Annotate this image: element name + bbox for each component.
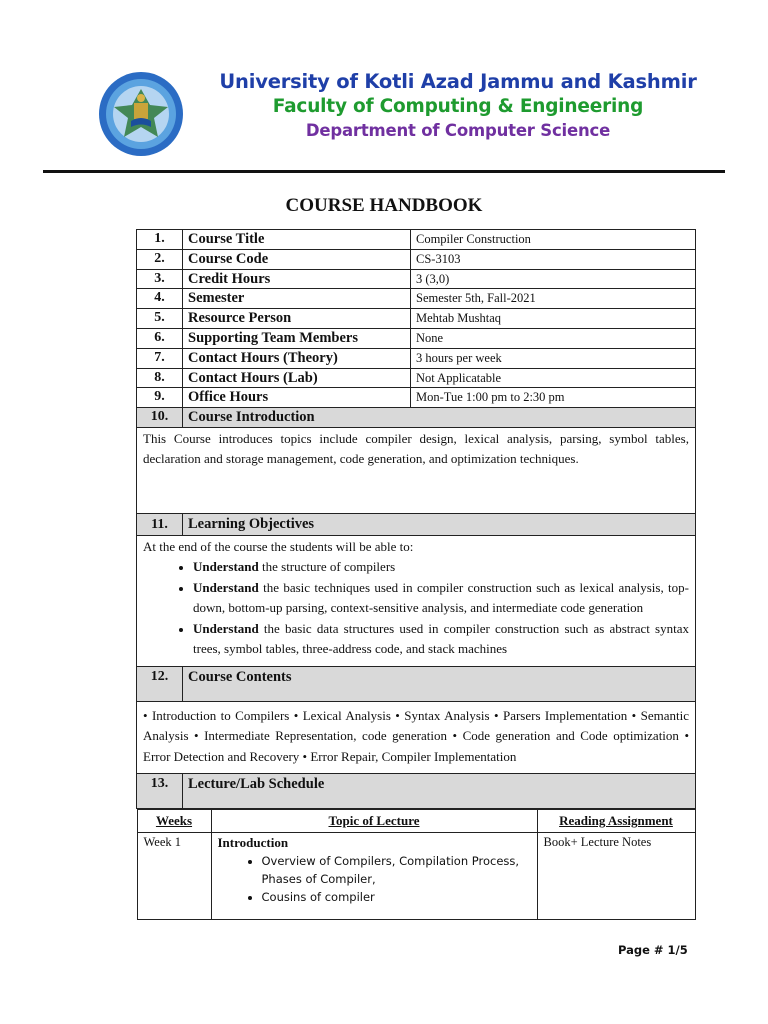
university-seal-logo <box>98 71 184 157</box>
row-number: 3. <box>137 269 183 289</box>
department-name: Department of Computer Science <box>305 121 611 140</box>
row-value: Not Applicatable <box>411 368 696 388</box>
topic-item: • Cousins of compiler <box>262 888 531 906</box>
objective-text: the basic data structures used in compiler construction such as abstract syntax trees, symbol tables, three-address code, and stack machines <box>193 620 689 657</box>
info-row <box>137 269 696 289</box>
contents-paragraph: • Introduction to Compilers • Lexical Analysis • Syntax Analysis • Parsers Implementation • Semantic Analysis • Intermediate Representation, code generation • Code generation and Code optimization • Error Detection and Recovery • Error Repair, Compiler Implementation <box>137 701 696 774</box>
row-label: Credit Hours <box>183 269 411 289</box>
reading-cell: Book+ Lecture Notes <box>537 833 695 920</box>
row-label: Supporting Team Members <box>183 328 411 348</box>
row-number: 8. <box>137 368 183 388</box>
objective-item <box>193 578 689 619</box>
university-name: University of Kotli Azad Jammu and Kashmir <box>219 70 697 93</box>
row-number: 9. <box>137 388 183 408</box>
objective-text: the basic techniques used in compiler construction such as lexical analysis, top-down, bottom-up parsing, context-sensitive analysis, and intermediate code generation <box>193 579 689 616</box>
week-cell: Week 1 <box>137 833 211 920</box>
header-divider <box>43 170 725 173</box>
row-number: 6. <box>137 328 183 348</box>
info-row <box>137 309 696 329</box>
schedule-header-row <box>137 810 695 833</box>
row-label: Office Hours <box>183 388 411 408</box>
objectives-lead: At the end of the course the students will be able to: <box>143 538 414 554</box>
objectives-list <box>143 557 689 660</box>
objectives-block <box>137 535 696 666</box>
section-row-schedule <box>137 774 696 809</box>
section-label: Learning Objectives <box>183 513 696 535</box>
section-row-objectives <box>137 513 696 535</box>
info-row <box>137 230 696 250</box>
intro-paragraph: This Course introduces topics include compiler design, lexical analysis, parsing, symbol tables, declaration and storage management, code generation, and optimization techniques. <box>137 427 696 513</box>
topic-cell <box>211 833 537 920</box>
objective-verb: Understand <box>193 559 259 575</box>
topic-header: Topic of Lecture <box>211 810 537 833</box>
section-number: 11. <box>137 513 183 535</box>
topic-title: Introduction <box>217 835 289 851</box>
row-label: Course Code <box>183 249 411 269</box>
row-value: Mon-Tue 1:00 pm to 2:30 pm <box>411 388 696 408</box>
objective-verb: Understand <box>193 620 259 636</box>
objective-item <box>193 619 689 660</box>
objective-verb: Understand <box>193 579 259 595</box>
faculty-name: Faculty of Computing & Engineering <box>272 96 644 117</box>
info-row <box>137 348 696 368</box>
row-number: 2. <box>137 249 183 269</box>
info-row <box>137 249 696 269</box>
info-row <box>137 328 696 348</box>
reading-header: Reading Assignment <box>537 810 695 833</box>
document-title: COURSE HANDBOOK <box>285 195 483 216</box>
section-row-contents <box>137 666 696 701</box>
row-value: Semester 5th, Fall-2021 <box>411 289 696 309</box>
row-value: Mehtab Mushtaq <box>411 309 696 329</box>
topic-item: • Overview of Compilers, Compilation Process, Phases of Compiler, <box>262 852 531 888</box>
section-label: Course Contents <box>183 666 696 701</box>
weeks-header: Weeks <box>137 810 211 833</box>
row-label: Contact Hours (Lab) <box>183 368 411 388</box>
row-value: None <box>411 328 696 348</box>
topic-list <box>218 852 531 906</box>
page-number: Page # 1/5 <box>618 943 688 957</box>
row-value: 3 (3,0) <box>411 269 696 289</box>
info-row <box>137 289 696 309</box>
row-value: 3 hours per week <box>411 348 696 368</box>
row-number: 7. <box>137 348 183 368</box>
info-row <box>137 368 696 388</box>
section-number: 13. <box>137 774 183 809</box>
objective-text: the structure of compilers <box>258 559 396 575</box>
row-label: Semester <box>183 289 411 309</box>
row-number: 5. <box>137 309 183 329</box>
section-number: 12. <box>137 666 183 701</box>
schedule-row <box>137 833 695 920</box>
section-number: 10. <box>137 408 183 428</box>
info-row <box>137 388 696 408</box>
row-label: Resource Person <box>183 309 411 329</box>
row-value: CS-3103 <box>411 249 696 269</box>
row-value: Compiler Construction <box>411 230 696 250</box>
course-info-table <box>136 229 696 920</box>
row-label: Course Title <box>183 230 411 250</box>
row-label: Contact Hours (Theory) <box>183 348 411 368</box>
section-label: Lecture/Lab Schedule <box>183 774 696 809</box>
row-number: 4. <box>137 289 183 309</box>
section-label: Course Introduction <box>183 408 696 428</box>
section-row-intro <box>137 408 696 428</box>
objective-item <box>193 557 689 578</box>
schedule-table <box>137 809 696 920</box>
row-number: 1. <box>137 230 183 250</box>
